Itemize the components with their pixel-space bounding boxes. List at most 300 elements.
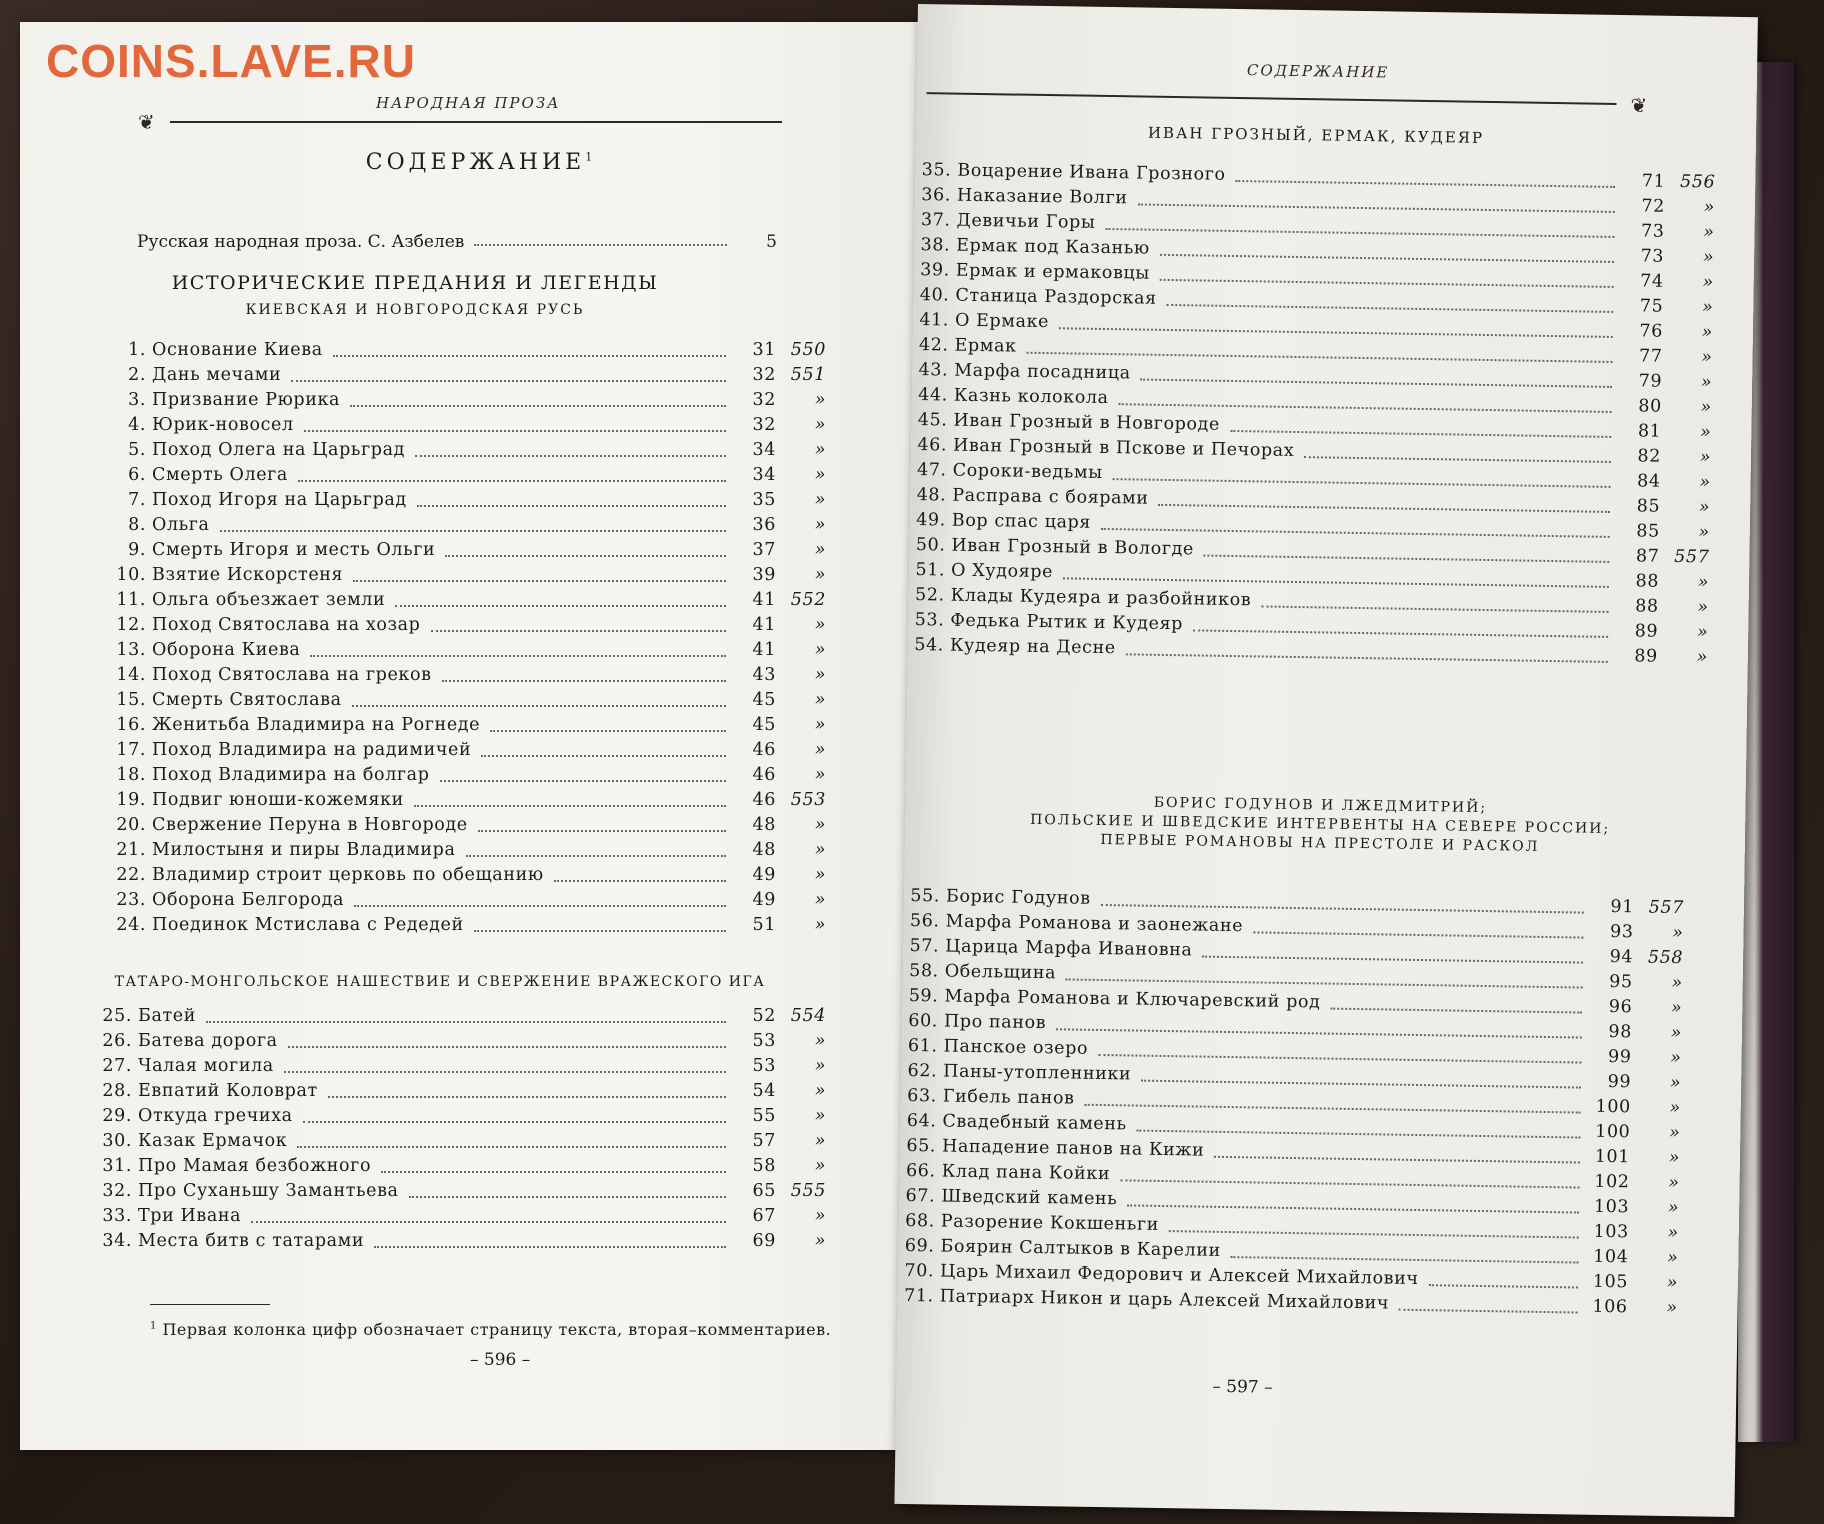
toc-entry-title: Смерть Олега	[152, 465, 288, 485]
toc-entry[interactable]	[100, 913, 826, 938]
toc-entry-page: 54	[752, 1081, 776, 1101]
leader-dots	[1141, 379, 1612, 388]
right-page	[894, 4, 1757, 1517]
toc-entry-number: 35.	[921, 160, 952, 181]
toc-entry-comment-page: »	[1701, 297, 1714, 318]
toc-entry-title: Ермак под Казанью	[956, 235, 1150, 259]
toc-entry-title: Царица Марфа Ивановна	[945, 936, 1193, 961]
toc-entry-comment-page: »	[814, 1206, 826, 1226]
toc-entry-title: Поход Игоря на Царьград	[152, 490, 407, 510]
toc-entry-number: 66.	[905, 1160, 936, 1182]
toc-entry-page: 85	[1636, 521, 1660, 542]
leader-dots	[1202, 956, 1583, 964]
toc-entry[interactable]	[86, 1004, 826, 1029]
toc-entry-page: 80	[1638, 396, 1662, 417]
toc-entry-title: Оборона Киева	[152, 640, 301, 660]
toc-entry-page: 34	[752, 440, 776, 460]
leader-dots	[1330, 1008, 1582, 1014]
toc-entry-number: 48.	[916, 485, 947, 506]
leader-dots	[1304, 456, 1611, 463]
toc-entry-page: 102	[1594, 1171, 1630, 1193]
toc-entry-page: 79	[1638, 371, 1663, 392]
toc-entry-title: Поход Владимира на радимичей	[152, 740, 472, 760]
toc-entry[interactable]	[100, 388, 826, 413]
toc-entry-number: 24.	[116, 915, 146, 935]
leader-dots	[206, 1021, 726, 1023]
toc-entry-comment-page: »	[814, 1106, 826, 1126]
toc-entry[interactable]	[100, 713, 826, 738]
footnote-rule	[150, 1304, 270, 1305]
toc-intro-page: 5	[766, 232, 777, 252]
toc-entry[interactable]	[100, 638, 826, 663]
toc-entry-title: Кудеяр на Десне	[949, 635, 1116, 659]
toc-entry-comment-page: 558	[1647, 947, 1684, 969]
leader-dots	[1126, 653, 1608, 663]
toc-entry-number: 62.	[907, 1060, 938, 1082]
toc-entry-number: 17.	[116, 740, 146, 760]
leader-dots	[1193, 629, 1608, 638]
toc-entry-title: Поединок Мстислава с Редедей	[152, 915, 464, 935]
toc-list-godunov	[888, 884, 1685, 1321]
toc-entry-number: 1.	[128, 340, 146, 360]
toc-entry-title: Поход Святослава на греков	[152, 665, 432, 685]
leader-dots	[220, 530, 726, 532]
toc-entry[interactable]	[86, 1104, 826, 1129]
toc-entry-page: 88	[1635, 571, 1660, 592]
toc-entry-comment-page: »	[1700, 397, 1712, 418]
section-1-subtitle: КИЕВСКАЯ И НОВГОРОДСКАЯ РУСЬ	[245, 302, 585, 318]
toc-entry[interactable]	[100, 413, 826, 438]
leader-dots	[478, 830, 726, 832]
toc-entry-page: 48	[752, 840, 776, 860]
leader-dots	[481, 755, 726, 757]
toc-entry-title: Марфа Романова и заонежане	[945, 911, 1244, 937]
toc-entry-number: 50.	[915, 535, 946, 556]
toc-entry-comment-page: »	[814, 440, 826, 460]
toc-entry-number: 58.	[909, 960, 939, 982]
leader-dots	[328, 1096, 726, 1098]
toc-entry-page: 48	[752, 815, 776, 835]
toc-entry-number: 15.	[116, 690, 146, 710]
toc-entry[interactable]	[100, 438, 826, 463]
toc-entry-number: 7.	[128, 490, 146, 510]
toc-entry-title: Наказание Волги	[956, 185, 1128, 209]
toc-entry-title: Федька Рытик и Кудеяр	[950, 610, 1184, 635]
leader-dots	[1127, 1204, 1579, 1213]
toc-intro-row[interactable]	[137, 232, 827, 252]
leader-dots	[350, 405, 726, 407]
toc-entry-number: 56.	[909, 910, 940, 932]
toc-entry-number: 71.	[903, 1285, 934, 1307]
leader-dots	[474, 930, 726, 932]
toc-entry-comment-page: »	[1699, 472, 1711, 493]
toc-entry-comment-page: 550	[790, 340, 826, 360]
toc-entry-number: 47.	[916, 460, 947, 481]
toc-entry-page: 101	[1594, 1146, 1631, 1168]
toc-entry-page: 85	[1636, 496, 1661, 517]
leader-dots	[554, 880, 726, 882]
toc-entry-page: 52	[752, 1006, 776, 1026]
toc-list-tatar	[86, 1004, 826, 1254]
toc-entry-page: 104	[1593, 1246, 1629, 1268]
toc-entry-number: 44.	[918, 385, 949, 406]
toc-entry-title: Борис Годунов	[945, 886, 1091, 909]
toc-entry-number: 64.	[906, 1110, 937, 1132]
leader-dots	[251, 1221, 726, 1223]
toc-entry-comment-page: »	[1703, 222, 1715, 243]
toc-entry-title: Паны-утопленники	[943, 1061, 1132, 1085]
toc-entry-title: Женитьба Владимира на Рогнеде	[152, 715, 481, 735]
toc-entry-title: Смерть Игоря и месть Ольги	[152, 540, 436, 560]
page-title: СОДЕРЖАНИЕ$^1$	[365, 150, 593, 175]
right-running-head: СОДЕРЖАНИЕ	[1246, 61, 1390, 82]
toc-entry[interactable]	[100, 763, 826, 788]
toc-entry-number: 54.	[914, 635, 945, 656]
toc-entry-title: Призвание Рюрика	[152, 390, 341, 410]
toc-entry-title: Юрик-новосел	[152, 415, 294, 435]
toc-entry-number: 27.	[102, 1056, 132, 1076]
toc-entry-title: Ольга	[152, 515, 210, 535]
toc-entry-title: Поход Олега на Царьград	[152, 440, 405, 460]
toc-entry-page: 41	[752, 640, 776, 660]
toc-entry-comment-page: »	[814, 1081, 826, 1101]
leader-dots	[442, 680, 726, 682]
toc-entry-number: 57.	[909, 935, 940, 957]
section-1-title: ИСТОРИЧЕСКИЕ ПРЕДАНИЯ И ЛЕГЕНДЫ	[171, 272, 659, 294]
toc-entry-number: 14.	[116, 665, 146, 685]
toc-entry[interactable]	[100, 788, 826, 813]
toc-entry-page: 49	[752, 890, 776, 910]
toc-entry-number: 52.	[914, 585, 945, 606]
toc-entry-page: 31	[752, 340, 776, 360]
toc-entry-page: 95	[1609, 971, 1633, 993]
toc-entry-title: Владимир строит церковь по обещанию	[152, 865, 544, 885]
toc-entry[interactable]	[100, 813, 826, 838]
toc-entry-title: Евпатий Коловрат	[138, 1081, 318, 1101]
toc-entry-number: 55.	[910, 885, 941, 907]
toc-entry-number: 45.	[917, 410, 948, 431]
leader-dots	[1120, 1179, 1579, 1188]
toc-entry-title: Клад пана Койки	[941, 1161, 1111, 1185]
toc-entry-title: Милостыня и пиры Владимира	[152, 840, 456, 860]
section-4-title-line: ПЕРВЫЕ РОМАНОВЫ НА ПРЕСТОЛЕ И РАСКОЛ	[1100, 831, 1540, 855]
toc-entry-page: 76	[1639, 321, 1664, 342]
toc-entry[interactable]	[86, 1129, 826, 1154]
toc-entry-page: 58	[752, 1156, 776, 1176]
toc-entry[interactable]	[100, 738, 826, 763]
toc-entry-title: Патриарх Никон и царь Алексей Михайлович	[939, 1286, 1390, 1314]
toc-entry[interactable]	[100, 613, 826, 638]
toc-entry-number: 69.	[904, 1235, 935, 1257]
leader-dots	[1160, 254, 1614, 263]
toc-entry-page: 53	[752, 1031, 776, 1051]
toc-entry[interactable]	[86, 1179, 826, 1204]
toc-entry-number: 51.	[915, 560, 946, 581]
toc-entry-title: Клады Кудеяра и разбойников	[950, 585, 1252, 611]
toc-entry-title: Девичьи Горы	[956, 210, 1096, 233]
toc-entry-title: Про Мамая безбожного	[138, 1156, 372, 1176]
toc-entry-number: 5.	[128, 440, 146, 460]
toc-entry-title: Места битв с татарами	[138, 1231, 365, 1251]
toc-entry[interactable]	[100, 588, 826, 613]
toc-entry-comment-page: »	[814, 815, 826, 835]
toc-entry-comment-page: »	[1670, 997, 1683, 1019]
toc-entry-title: Дань мечами	[152, 365, 282, 385]
toc-entry-title: Шведский камень	[941, 1186, 1118, 1210]
leader-dots	[310, 655, 726, 657]
toc-entry-page: 41	[752, 615, 776, 635]
toc-entry-title: Батей	[138, 1006, 196, 1026]
toc-entry-comment-page: »	[1669, 1097, 1681, 1119]
toc-entry-number: 36.	[921, 185, 952, 206]
toc-entry[interactable]	[100, 838, 826, 863]
leader-dots	[284, 1071, 726, 1073]
toc-entry[interactable]	[100, 863, 826, 888]
toc-entry[interactable]	[86, 1154, 826, 1179]
toc-entry[interactable]	[86, 1054, 826, 1079]
toc-entry-comment-page: »	[814, 715, 826, 735]
toc-entry-page: 69	[752, 1231, 776, 1251]
toc-entry-page: 99	[1607, 1071, 1632, 1093]
toc-entry-title: Иван Грозный в Пскове и Печорах	[952, 435, 1295, 461]
toc-entry-number: 22.	[116, 865, 146, 885]
toc-entry-number: 30.	[102, 1131, 132, 1151]
right-header-rule	[927, 92, 1617, 104]
toc-entry-number: 46.	[917, 435, 948, 456]
toc-entry-title: Станица Раздорская	[955, 285, 1157, 309]
site-watermark: COINS.LAVE.RU	[46, 35, 416, 87]
toc-entry-comment-page: »	[1666, 1297, 1678, 1319]
toc-entry-number: 21.	[116, 840, 146, 860]
leader-dots	[414, 805, 726, 807]
toc-entry-page: 89	[1634, 646, 1658, 667]
toc-entry-number: 33.	[102, 1206, 132, 1226]
toc-entry-comment-page: »	[1668, 1147, 1681, 1169]
toc-entry-page: 37	[752, 540, 776, 560]
toc-entry-page: 82	[1637, 446, 1662, 467]
toc-entry-number: 18.	[116, 765, 146, 785]
toc-entry-comment-page: »	[1701, 347, 1713, 368]
toc-entry-number: 59.	[908, 985, 939, 1007]
toc-entry-comment-page: »	[814, 1031, 826, 1051]
toc-entry[interactable]	[100, 488, 826, 513]
leader-dots	[1138, 203, 1615, 212]
leader-dots	[1230, 430, 1611, 438]
toc-entry-comment-page: »	[814, 890, 826, 910]
fleuron-icon: ❦	[1630, 93, 1648, 118]
toc-intro-label: Русская народная проза. С. Азбелев	[137, 232, 465, 252]
toc-entry-comment-page: »	[814, 615, 826, 635]
leader-dots	[304, 430, 726, 432]
toc-entry-title: Свадебный камень	[942, 1111, 1127, 1135]
toc-entry-title: Вор спас царя	[951, 510, 1092, 533]
toc-entry-number: 38.	[920, 235, 951, 256]
toc-entry[interactable]	[100, 513, 826, 538]
section-1-heading	[115, 272, 715, 318]
toc-entry-page: 103	[1593, 1196, 1630, 1218]
leader-dots	[1214, 1156, 1580, 1164]
toc-entry-page: 87	[1635, 546, 1660, 567]
toc-entry-comment-page: »	[814, 1131, 826, 1151]
toc-entry-number: 8.	[128, 515, 146, 535]
toc-entry[interactable]	[86, 1079, 826, 1104]
toc-entry-page: 73	[1640, 221, 1665, 242]
left-running-head: НАРОДНАЯ ПРОЗА	[376, 94, 561, 112]
leader-dots	[417, 505, 726, 507]
toc-entry-page: 84	[1636, 471, 1661, 492]
toc-entry-comment-page: »	[814, 490, 826, 510]
toc-entry-title: Казак Ермачок	[138, 1131, 288, 1151]
section-4-title	[925, 790, 1716, 859]
toc-entry-title: Обельщина	[944, 961, 1057, 984]
left-page	[20, 22, 941, 1450]
toc-entry-comment-page: »	[814, 765, 826, 785]
toc-entry-comment-page: »	[1667, 1222, 1679, 1244]
toc-entry-title: Гибель панов	[942, 1086, 1075, 1109]
toc-entry-page: 100	[1595, 1096, 1631, 1118]
leader-dots	[466, 855, 726, 857]
toc-entry-comment-page: »	[1699, 422, 1712, 443]
toc-entry[interactable]	[100, 563, 826, 588]
toc-entry-comment-page: »	[1668, 1122, 1681, 1144]
leader-dots	[1231, 1256, 1579, 1263]
toc-entry-comment-page: »	[1668, 1172, 1680, 1194]
toc-entry-page: 46	[752, 765, 776, 785]
toc-entry-number: 40.	[919, 285, 950, 306]
toc-entry-number: 42.	[918, 335, 949, 356]
toc-entry[interactable]	[86, 1204, 826, 1229]
leader-dots	[333, 355, 726, 357]
toc-list-kiev	[100, 338, 826, 938]
toc-entry-number: 25.	[102, 1006, 132, 1026]
toc-entry-comment-page: »	[1670, 1022, 1683, 1044]
toc-entry[interactable]	[100, 663, 826, 688]
toc-entry-page: 43	[752, 665, 776, 685]
section-2-title: ТАТАРО-МОНГОЛЬСКОЕ НАШЕСТВИЕ И СВЕРЖЕНИЕ ВРАЖЕСКОГО ИГА	[114, 974, 766, 990]
toc-entry-title: Чалая могила	[138, 1056, 274, 1076]
toc-entry-title: Марфа Романова и Ключаревский род	[944, 986, 1321, 1013]
toc-entry-title: Основание Киева	[152, 340, 323, 360]
toc-entry-comment-page: »	[1700, 372, 1713, 393]
toc-entry-comment-page: 556	[1679, 171, 1716, 193]
toc-entry-number: 37.	[920, 210, 951, 231]
toc-entry-page: 74	[1640, 271, 1664, 292]
toc-entry-title: Царь Михаил Федорович и Алексей Михайлович	[939, 1261, 1419, 1290]
toc-entry[interactable]	[100, 888, 826, 913]
toc-entry-number: 4.	[128, 415, 146, 435]
leader-dots	[431, 630, 727, 632]
toc-entry-title: О Ермаке	[954, 310, 1050, 333]
toc-entry-comment-page: »	[1697, 572, 1710, 593]
toc-entry-page: 89	[1634, 621, 1659, 642]
toc-entry[interactable]	[100, 363, 826, 388]
toc-entry-page: 53	[752, 1056, 776, 1076]
toc-entry[interactable]	[86, 1029, 826, 1054]
toc-entry-number: 12.	[116, 615, 146, 635]
toc-entry-comment-page: »	[1698, 497, 1711, 518]
toc-entry-title: Поход Владимира на болгар	[152, 765, 430, 785]
toc-entry-comment-page: »	[1672, 922, 1684, 944]
leader-dots	[1204, 555, 1610, 563]
toc-entry-comment-page: »	[814, 840, 826, 860]
toc-entry-page: 57	[752, 1131, 776, 1151]
toc-entry-page: 45	[752, 715, 776, 735]
toc-entry-page: 65	[752, 1181, 776, 1201]
toc-entry-title: Иван Грозный в Вологде	[951, 535, 1195, 560]
leader-dots	[1399, 1309, 1578, 1314]
toc-entry-comment-page: »	[1699, 447, 1712, 468]
toc-entry-comment-page: »	[1666, 1247, 1679, 1269]
section-4-title-line: БОРИС ГОДУНОВ И ЛЖЕДМИТРИЙ;	[1153, 794, 1488, 817]
toc-entry-comment-page: »	[1670, 1047, 1682, 1069]
toc-entry-number: 11.	[116, 590, 146, 610]
toc-entry-comment-page: »	[1697, 597, 1709, 618]
toc-entry-comment-page: »	[1696, 647, 1708, 668]
toc-entry-comment-page: »	[1666, 1272, 1679, 1294]
leader-dots	[1261, 605, 1608, 612]
toc-entry-title: Про Суханьшу Замантьева	[138, 1181, 399, 1201]
toc-entry[interactable]	[100, 338, 826, 363]
toc-entry-page: 32	[752, 415, 776, 435]
toc-entry-title: Марфа посадница	[954, 360, 1131, 384]
left-page-number: – 596 –	[470, 1350, 531, 1370]
section-4-title-line: ПОЛЬСКИЕ И ШВЕДСКИЕ ИНТЕРВЕНТЫ НА СЕВЕРЕ РОССИИ;	[1030, 811, 1611, 837]
toc-entry-comment-page: »	[1667, 1197, 1680, 1219]
toc-entry-comment-page: »	[814, 865, 826, 885]
toc-entry[interactable]	[100, 688, 826, 713]
toc-entry-page: 49	[752, 865, 776, 885]
toc-entry-number: 16.	[116, 715, 146, 735]
leader-dots	[409, 1196, 726, 1198]
toc-entry-page: 88	[1635, 596, 1659, 617]
toc-entry-page: 106	[1592, 1296, 1628, 1318]
toc-entry-number: 43.	[918, 360, 949, 381]
toc-entry-number: 39.	[920, 260, 950, 281]
toc-entry-page: 72	[1641, 196, 1666, 217]
leader-dots	[288, 1046, 726, 1048]
toc-entry-title: Панское озеро	[943, 1036, 1089, 1059]
toc-entry-title: Смерть Святослава	[152, 690, 342, 710]
section-3-title: ИВАН ГРОЗНЫЙ, ЕРМАК, КУДЕЯР	[1147, 123, 1485, 147]
toc-entry-number: 68.	[905, 1210, 936, 1232]
right-page-number: – 597 –	[1212, 1376, 1273, 1398]
toc-entry-number: 9.	[128, 540, 146, 560]
toc-entry-comment-page: 554	[790, 1006, 826, 1026]
toc-entry-page: 67	[752, 1206, 776, 1226]
toc-entry-number: 6.	[128, 465, 146, 485]
toc-entry-number: 70.	[904, 1260, 935, 1282]
toc-entry-comment-page: »	[814, 565, 826, 585]
toc-entry-title: Откуда гречиха	[138, 1106, 293, 1126]
toc-entry-number: 41.	[919, 310, 950, 331]
toc-entry-title: Ермак и ермаковцы	[955, 260, 1151, 284]
toc-entry-number: 13.	[116, 640, 146, 660]
toc-entry[interactable]	[100, 538, 826, 563]
toc-entry-number: 2.	[128, 365, 146, 385]
toc-entry-page: 46	[752, 790, 776, 810]
leader-dots	[1137, 1130, 1581, 1139]
toc-entry-page: 36	[752, 515, 776, 535]
leader-dots	[395, 605, 726, 607]
toc-entry[interactable]	[86, 1229, 826, 1254]
toc-entry-page: 103	[1593, 1221, 1629, 1243]
toc-entry-comment-page: »	[1671, 972, 1683, 994]
toc-entry-comment-page: »	[814, 690, 826, 710]
toc-entry-title: Батева дорога	[138, 1031, 278, 1051]
toc-entry[interactable]	[100, 463, 826, 488]
toc-entry-number: 65.	[906, 1135, 937, 1157]
toc-entry-number: 67.	[905, 1185, 936, 1207]
